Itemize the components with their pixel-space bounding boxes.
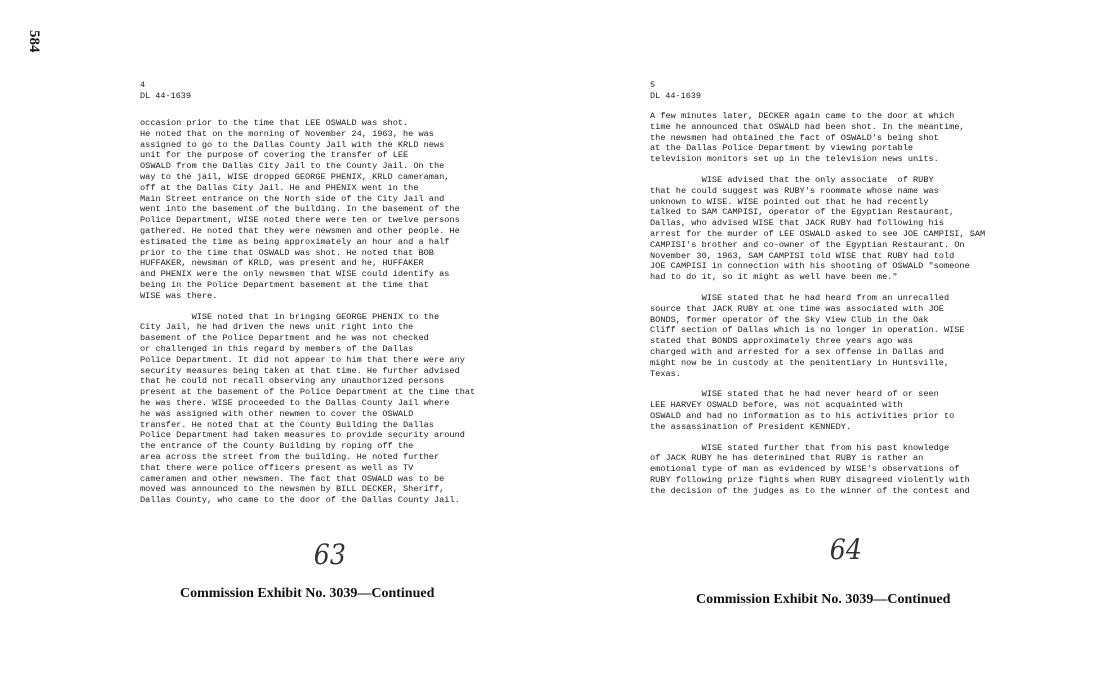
right-file-number: DL 44-1639 (650, 91, 702, 101)
right-page (650, 80, 1010, 507)
left-page (140, 80, 510, 516)
right-paragraph-5: WISE stated further that from his past knowledge of JACK RUBY he has determined that RUBY is rather an emotional type of man as evidenced by WISE's observations of RUBY following prize fights when RUBY disagreed violently with the decision of the judges as to the winner of the contest and (650, 442, 970, 496)
left-paragraph-1: occasion prior to the time that LEE OSWALD was shot. He noted that on the morning of November 24, 1963, he was assigned to go to the Dallas County Jail with the KRLD news unit for the purpose of covering the transfer of LEE OSWALD from the Dallas City Jail to the County Jail. On the way to the jail, WISE dropped GEORGE PHENIX, KRLD cameraman, off at the Dallas City Jail. He and PHENIX went in the Main Street entrance on the North side of the City Jail and went into the basement of the building. In the basement of the Police Department, WISE noted there were ten or twelve persons gathered. He noted that they were newsmen and other people. He estimated the time as being approximately an hour and a half prior to the time that OSWALD was shot. He noted that BOB HUFFAKER, newsman of KRLD, was present and he, HUFFAKER and PHENIX were the only newsmen that WISE could identify as being in the Police Department basement at the time that WISE was there. (140, 118, 460, 301)
margin-page-number: 584 (26, 30, 42, 53)
left-exhibit-caption: Commission Exhibit No. 3039—Continued (180, 586, 435, 601)
right-exhibit-caption: Commission Exhibit No. 3039—Continued (696, 592, 951, 607)
right-handwritten-number: 64 (829, 533, 862, 566)
left-page-number: 4 (140, 80, 146, 90)
left-handwritten-number: 63 (313, 538, 346, 571)
right-paragraph-3: WISE stated that he had heard from an unrecalled source that JACK RUBY at one time was associated with JOE BONDS, former operator of the Sky View Club in the Oak Cliff section of Dallas which is no longer in operation. WISE stated that BONDS approximately three years ago was charged with and arrested for a sex offense in Dallas and might now be in custody at the penitentiary in Huntsville, Texas. (650, 292, 965, 379)
right-paragraph-1: A few minutes later, DECKER again came to the door at which time he announced that OSWALD had been shot. In the meantime, the newsmen had obtained the fact of OSWALD's being shot at the Dallas Police Department by viewing portable television monitors set up in the television news units. (650, 111, 965, 165)
right-page-number: 5 (650, 80, 656, 90)
right-paragraph-2: WISE advised that the only associate of RUBY that he could suggest was RUBY's roommate whose name was unknown to WISE. WISE pointed out that he had recently talked to SAM CAMPISI, operator of the Egyptian Restaurant, Dallas, who advised WISE that JACK RUBY had following his arrest for the murder of LEE OSWALD asked to see JOE CAMPISI, SAM CAMPISI's brother and co-owner of the Egyptian Restaurant. On November 30, 1963, SAM CAMPISI told WISE that RUBY had told JOE CAMPISI in connection with his shooting of OSWALD "someone had to do it, so it might as well have been me." (650, 174, 986, 283)
left-paragraph-2: WISE noted that in bringing GEORGE PHENIX to the City Jail, he had driven the news unit right into the basement of the Police Department and he was not checked or challenged in this regard by members of the Dallas Police Department. It did not appear to him that there were any security measures being taken at that time. He further advised that he could not recall observing any unauthorized persons present at the basement of the Police Department at the time that he was there. WISE proceeded to the Dallas County Jail where he was assigned with other newmen to cover the OSWALD transfer. He noted that at the County Building the Dallas Police Department had taken measures to provide security around the entrance of the County Building by roping off the area across the street from the building. He noted further that there were police officers present as well as TV cameramen and other newsmen. The fact that OSWALD was to be moved was announced to the newsmen by BILL DECKER, Sheriff, Dallas County, who came to the door of the Dallas County Jail. (140, 311, 476, 506)
right-paragraph-4: WISE stated that he had never heard of or seen LEE HARVEY OSWALD before, was not acquainted with OSWALD and had no information as to his activities prior to the assassination of President KENNEDY. (650, 389, 955, 432)
left-file-number: DL 44-1639 (140, 91, 192, 101)
